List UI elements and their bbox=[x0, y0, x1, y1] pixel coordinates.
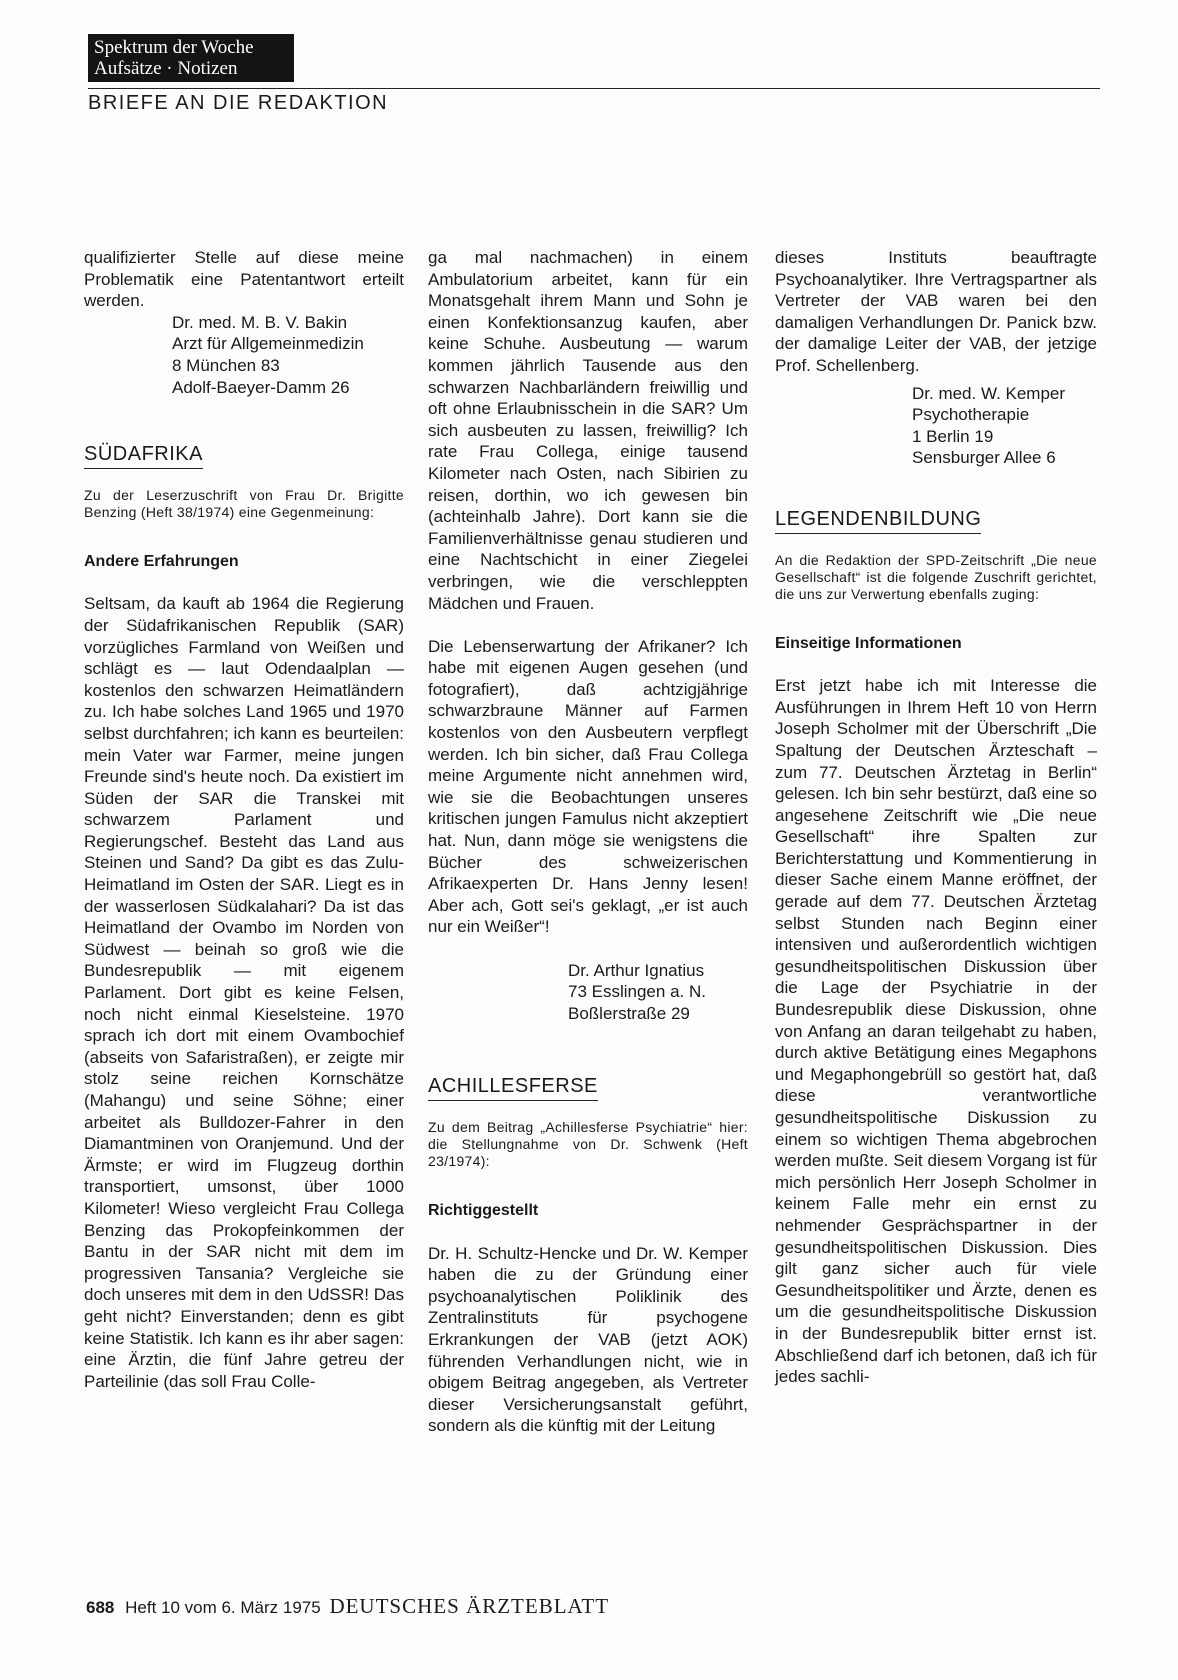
letter-title: Richtiggestellt bbox=[428, 1201, 539, 1219]
signature-kemper bbox=[912, 383, 1097, 469]
letter-body: ga mal nachmachen) in einem Ambulatorium arbeitet, kann für ein Monatsgehalt ihrem Mann und Sohn je einen Konfektionsanzug kaufen, aber keine Schuhe. Ausbeutung — warum kommen jährlich Tausende aus den schwarzen Nachbarländern freiwillig und oft ohne Erlaubnisschein in die SAR? Um sich ausbeuten zu lassen, freiwillig? Ich rate Frau Collega, einige tausend Kilometer nach Osten, nach Sibirien zu reisen, dorthin, wo ich gewesen bin (achteinhalb Jahre). Dort kann sie die Familienverhältnisse genau studieren und eine Nachtschicht in einer Ziegelei verbringen, wie die verschleppten Mädchen und Frauen. bbox=[428, 248, 748, 613]
magazine-name: DEUTSCHES ÄRZTEBLATT bbox=[329, 1594, 610, 1618]
heading-suedafrika: SÜDAFRIKA bbox=[84, 444, 203, 469]
letter-title: Andere Erfahrungen bbox=[84, 552, 239, 570]
column-3 bbox=[775, 247, 1097, 1388]
signature-line: Dr. med. M. B. V. Bakin bbox=[172, 312, 348, 332]
rubric-line-2: Aufsätze · Notizen bbox=[94, 58, 238, 79]
signature-line: 8 München 83 bbox=[172, 355, 280, 375]
header-rule bbox=[88, 88, 1100, 89]
page-footer bbox=[86, 1594, 609, 1619]
page-number: 688 bbox=[86, 1598, 115, 1617]
continued-text: qualifizierter Stelle auf diese meine Problematik eine Patentantwort erteilt werden. bbox=[84, 248, 404, 311]
section-rubric bbox=[88, 34, 294, 82]
signature-line: Dr. Arthur Ignatius bbox=[568, 960, 705, 980]
column-2 bbox=[428, 247, 748, 1437]
letter-intro: Zu dem Beitrag „Achillesferse Psychiatrie“ hier: die Stellungnahme von Dr. Schwenk (Heft 23/1974): bbox=[428, 1118, 748, 1169]
letter-intro: An die Redaktion der SPD-Zeitschrift „Die neue Gesellschaft“ ist die folgende Zuschrift gerichtet, die uns zur Verwertung ebenfalls zuging: bbox=[775, 551, 1097, 602]
letter-body: Dr. H. Schultz-Hencke und Dr. W. Kemper haben die zu der Gründung einer psychoanalytischen Poliklinik des Zentralinstituts für psychogene Erkrankungen der VAB (jetzt AOK) führenden Verhandlungen nicht, wie in obigem Beitrag angegeben, als Vertreter dieser Versicherungsanstalt geführt, sondern als die künftig mit der Leitung bbox=[428, 1243, 748, 1436]
signature-line: Adolf-Baeyer-Damm 26 bbox=[172, 377, 350, 397]
letter-intro: Zu der Leserzuschrift von Frau Dr. Brigitte Benzing (Heft 38/1974) eine Gegenmeinung: bbox=[84, 486, 404, 520]
letter-title: Einseitige Informationen bbox=[775, 634, 962, 652]
section-header: BRIEFE AN DIE REDAKTION bbox=[88, 92, 389, 114]
signature-line: Sensburger Allee 6 bbox=[912, 448, 1056, 468]
signature-line: 1 Berlin 19 bbox=[912, 426, 994, 446]
heading-legendenbildung: LEGENDENBILDUNG bbox=[775, 509, 981, 534]
column-1 bbox=[84, 247, 404, 1392]
heading-achillesferse: ACHILLESFERSE bbox=[428, 1076, 598, 1101]
signature-line: Boßlerstraße 29 bbox=[568, 1003, 690, 1023]
signature-line: Psychotherapie bbox=[912, 405, 1030, 425]
signature-ignatius bbox=[568, 960, 748, 1025]
letter-body: Die Lebenserwartung der Afrikaner? Ich habe mit eigenen Augen gesehen (und fotografiert), daß achtzigjährige schwarzbraune Männer auf Farmen kostenlos von den Ausbeutern verpflegt werden. Ich bin sicher, daß Frau Collega meine Argumente nicht annehmen wird, wie sie die Beobachtungen unseres kritischen jungen Famulus nicht akzeptiert hat. Nun, dann möge sie wenigstens die Bücher des schweizerischen Afrikaexperten Dr. Hans Jenny lesen! Aber ach, Gott sei's geklagt, „er ist auch nur ein Weißer“! bbox=[428, 636, 748, 937]
continued-text: dieses Instituts beauftragte Psychoanalytiker. Ihre Vertragspartner als Vertreter der VAB waren bei den damaligen Verhandlungen Dr. Panick bzw. der damalige Leiter der VAB, der jetzige Prof. Schellenberg. bbox=[775, 248, 1097, 375]
letter-body: Seltsam, da kauft ab 1964 die Regierung der Südafrikanischen Republik (SAR) vorzügliches Farmland von Weißen und schlägt es — laut Odendaalplan — kostenlos den schwarzen Heimatländern zu. Ich habe solches Land 1965 und 1970 selbst durchfahren; ich kann es beurteilen: mein Vater war Farmer, meine jungen Freunde sind's heute noch. Da existiert im Süden der SAR die Transkei mit schwarzem Parlament und Regierungschef. Besteht das Land aus Steinen und Sand? Da gibt es das Zulu-Heimatland im Osten der SAR. Liegt es in der wasserlosen Südkalahari? Da ist das Heimatland der Ovambo im Norden von Südwest — beinah so groß wie die Bundesrepublik — mit eigenem Parlament. Dort gibt es keine Felsen, noch nicht einmal Kieselsteine. 1970 sprach ich dort mit einem Ovambochief (abseits von Safaristraßen), er zeigte mir stolz seine reichen Kornschätze (Mahangu) und seine Söhne; einer arbeitet als Bulldozer-Fahrer in den Diamantminen von Oranjemund. Und der Ärmste; er wird im Flugzeug dorthin transportiert, umsonst, über 1000 Kilometer! Wieso vergleicht Frau Collega Benzing das Prokopfeinkommen der Bantu in der SAR nicht mit dem im progressiven Tansania? Vergleiche sie doch unseres mit dem in den UdSSR! Das geht nicht? Einverstanden; denn es gibt keine Statistik. Ich kann es ihr aber sagen: eine Ärztin, die fünf Jahre getreu der Parteilinie (das soll Frau Colle- bbox=[84, 594, 404, 1391]
signature-line: Arzt für Allgemeinmedizin bbox=[172, 334, 364, 354]
signature-line: 73 Esslingen a. N. bbox=[568, 982, 706, 1002]
signature-line: Dr. med. W. Kemper bbox=[912, 383, 1066, 403]
rubric-line-1: Spektrum der Woche bbox=[94, 37, 254, 58]
issue-info: Heft 10 vom 6. März 1975 bbox=[125, 1598, 321, 1617]
letter-body: Erst jetzt habe ich mit Interesse die Ausführungen in Ihrem Heft 10 von Herrn Joseph Scholmer mit der Überschrift „Die Spaltung der Deutschen Ärzteschaft – zum 77. Deutschen Ärztetag in Berlin“ gelesen. Ich bin sehr bestürzt, daß eine so angesehene Zeitschrift wie „Die neue Gesellschaft“ ihre Spalten zur Berichterstattung und Kommentierung in dieser Sache einem Manne eröffnet, der gerade auf dem 77. Deutschen Ärztetag selbst Stunden nach Beginn einer intensiven und außerordentlich wichtigen gesundheitspolitischen Diskussion über die Lage der Psychiatrie in der Bundesrepublik diese Diskussion, ohne von Anfang an daran teilgehabt zu haben, durch aktive Betätigung eines Megaphons und Megaphongebrüll so gestört hat, daß diese verantwortliche gesundheitspolitische Diskussion zu einem so wichtigen Thema abgebrochen werden mußte. Seit diesem Vorgang ist für mich persönlich Herr Joseph Scholmer in keinem Falle mehr ein ernst zu nehmender Gesprächspartner in der gesundheitspolitischen Diskussion. Dies gilt ganz sicher auch für viele Gesundheitspolitiker und Ärzte, denen es um die gesundheitspolitische Diskussion in der Bundesrepublik bitter ernst ist. Abschließend darf ich betonen, daß ich für jedes sachli- bbox=[775, 676, 1097, 1387]
signature-bakin bbox=[172, 312, 404, 398]
